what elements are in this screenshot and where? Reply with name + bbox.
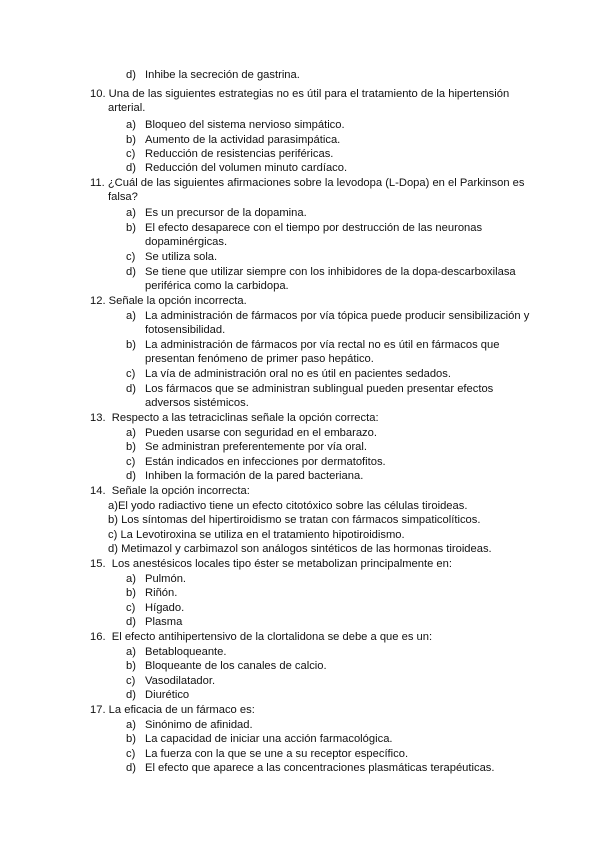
option-text: adversos sistémicos. [145, 397, 249, 409]
option-letter: b) [126, 134, 136, 146]
q13-option-a [126, 426, 377, 441]
question-number: 13. [90, 412, 106, 424]
option-text: Bloqueante de los canales de calcio. [145, 660, 327, 672]
q11-option-b [126, 221, 482, 236]
option-letter: a) [126, 719, 136, 731]
question-16 [90, 630, 432, 645]
question-text: Los anestésicos locales tipo éster se metabolizan principalmente en: [111, 558, 452, 570]
option-letter: c) [126, 456, 136, 468]
question-text: Señale la opción incorrecta: [111, 485, 250, 497]
option-letter: d) [108, 543, 118, 555]
option-letter: a) [126, 427, 136, 439]
option-text: El yodo radiactivo tiene un efecto citotóxico sobre las células tiroideas. [117, 500, 468, 512]
q11-option-a [126, 206, 307, 221]
option-letter: b) [126, 339, 136, 351]
q12-option-d [126, 382, 493, 397]
option-text: Los fármacos que se administran sublingual pueden presentar efectos [145, 383, 494, 395]
question-text: El efecto antihipertensivo de la clortalidona se debe a que es un: [111, 631, 433, 643]
option-text: Se administran preferentemente por vía oral. [145, 441, 368, 453]
q10-option-d [126, 161, 347, 176]
q12-option-a-cont [145, 323, 225, 338]
option-text: Reducción del volumen minuto cardíaco. [145, 162, 348, 174]
option-text: La capacidad de iniciar una acción farmacológica. [145, 733, 393, 745]
question-17 [90, 703, 255, 718]
q16-option-c [126, 674, 215, 689]
option-letter: a) [126, 119, 136, 131]
question-text: arterial. [108, 102, 146, 114]
option-letter: d) [126, 762, 136, 774]
q13-option-c [126, 455, 386, 470]
option-letter: b) [126, 587, 136, 599]
q15-option-d [126, 615, 182, 630]
option-letter: d) [126, 162, 136, 174]
q11-option-d [126, 265, 516, 280]
question-12 [90, 294, 247, 309]
option-text: La Levotiroxina se utiliza en el tratamiento hipotiroidismo. [120, 529, 405, 541]
option-letter: d) [126, 69, 136, 81]
option-letter: a) [126, 646, 136, 658]
question-13 [90, 411, 379, 426]
q15-option-a [126, 572, 186, 587]
option-letter: b) [126, 222, 136, 234]
q13-option-b [126, 440, 367, 455]
question-text: La eficacia de un fármaco es: [108, 704, 255, 716]
option-text: Se tiene que utilizar siempre con los inhibidores de la dopa-descarboxilasa [145, 266, 516, 278]
option-text: Diurético [145, 689, 190, 701]
option-letter: b) [126, 660, 136, 672]
option-text: La administración de fármacos por vía tópica puede producir sensibilización y [145, 310, 530, 322]
option-letter: c) [126, 148, 136, 160]
option-text: El efecto que aparece a las concentraciones plasmáticas terapéuticas. [145, 762, 495, 774]
q12-option-d-cont [145, 396, 249, 411]
option-letter: c) [126, 748, 136, 760]
question-14 [90, 484, 250, 499]
option-letter: b) [108, 514, 118, 526]
option-text: presentan fenómeno de primer paso hepático. [145, 353, 374, 365]
option-text: Bloqueo del sistema nervioso simpático. [145, 119, 345, 131]
option-text: Sinónimo de afinidad. [145, 719, 253, 731]
option-letter: b) [126, 441, 136, 453]
question-15 [90, 557, 452, 572]
question-number: 12. [90, 295, 106, 307]
option-letter: c) [126, 602, 136, 614]
q15-option-c [126, 601, 184, 616]
option-letter: a) [126, 207, 136, 219]
q14-option-a [108, 499, 467, 514]
option-text: Riñón. [145, 587, 178, 599]
question-number: 15. [90, 558, 106, 570]
q12-option-c [126, 367, 451, 382]
option-letter: a) [126, 573, 136, 585]
question-10-cont [108, 101, 145, 116]
q11-option-c [126, 250, 217, 265]
question-number: 10. [90, 88, 106, 100]
question-number: 11. [90, 177, 105, 189]
q13-option-d [126, 469, 363, 484]
option-letter: b) [126, 733, 136, 745]
option-letter: c) [126, 675, 136, 687]
question-text: Respecto a las tetraciclinas señale la opción correcta: [111, 412, 379, 424]
option-letter: c) [126, 368, 136, 380]
option-text: Metimazol y carbimazol son análogos sintéticos de las hormonas tiroideas. [121, 543, 492, 555]
option-text: Reducción de resistencias periféricas. [145, 148, 334, 160]
option-letter: d) [126, 266, 136, 278]
option-text: Los síntomas del hipertiroidismo se tratan con fármacos simpaticolíticos. [121, 514, 481, 526]
option-text: Pueden usarse con seguridad en el embarazo. [145, 427, 377, 439]
option-text: fotosensibilidad. [145, 324, 226, 336]
option-text: Vasodilatador. [145, 675, 216, 687]
option-text: Es un precursor de la dopamina. [145, 207, 307, 219]
question-number: 16. [90, 631, 106, 643]
option-text: Plasma [145, 616, 183, 628]
q17-option-d [126, 761, 495, 776]
q16-option-d [126, 688, 189, 703]
option-text: La fuerza con la que se une a su receptor específico. [145, 748, 409, 760]
option-text: Se utiliza sola. [145, 251, 218, 263]
q11-option-b-cont [145, 235, 227, 250]
q16-option-b [126, 659, 327, 674]
q10-option-c [126, 147, 333, 162]
q10-option-a [126, 118, 345, 133]
question-number: 14. [90, 485, 106, 497]
q17-option-b [126, 732, 393, 747]
option-letter: c) [126, 251, 136, 263]
option-letter: a) [108, 500, 118, 512]
q12-option-b [126, 338, 499, 353]
option-letter: c) [108, 529, 118, 541]
option-letter: d) [126, 383, 136, 395]
question-number: 17. [90, 704, 106, 716]
q17-option-c [126, 747, 408, 762]
question-text: ¿Cuál de las siguientes afirmaciones sobre la levodopa (L-Dopa) en el Parkinson es [107, 177, 525, 189]
option-text: Aumento de la actividad parasimpática. [145, 134, 341, 146]
q17-option-a [126, 718, 253, 733]
q16-option-a [126, 645, 227, 660]
option-text: El efecto desaparece con el tiempo por destrucción de las neuronas [145, 222, 483, 234]
option-text: Pulmón. [145, 573, 187, 585]
option-letter: d) [126, 689, 136, 701]
question-text: Una de las siguientes estrategias no es útil para el tratamiento de la hipertensión [108, 88, 510, 100]
question-text: Señale la opción incorrecta. [108, 295, 247, 307]
option-text: Inhibe la secreción de gastrina. [145, 69, 300, 81]
option-letter: a) [126, 310, 136, 322]
option-letter: d) [126, 616, 136, 628]
question-11-cont [108, 190, 138, 205]
option-letter: d) [126, 470, 136, 482]
option-text: Hígado. [145, 602, 185, 614]
q14-option-d [108, 542, 492, 557]
option-text: Inhiben la formación de la pared bacteriana. [145, 470, 364, 482]
q10-option-b [126, 133, 340, 148]
prev-option-d [126, 68, 300, 83]
option-text: La vía de administración oral no es útil en pacientes sedados. [145, 368, 451, 380]
option-text: La administración de fármacos por vía rectal no es útil en fármacos que [145, 339, 500, 351]
q14-option-c [108, 528, 405, 543]
option-text: Betabloqueante. [145, 646, 227, 658]
question-text: falsa? [108, 191, 138, 203]
question-10 [90, 87, 509, 102]
option-text: periférica como la carbidopa. [145, 280, 289, 292]
question-11 [90, 176, 525, 191]
q11-option-d-cont [145, 279, 289, 294]
q15-option-b [126, 586, 177, 601]
option-text: dopaminérgicas. [145, 236, 228, 248]
q14-option-b [108, 513, 480, 528]
option-text: Están indicados en infecciones por dermatofitos. [145, 456, 386, 468]
q12-option-a [126, 309, 529, 324]
q12-option-b-cont [145, 352, 374, 367]
